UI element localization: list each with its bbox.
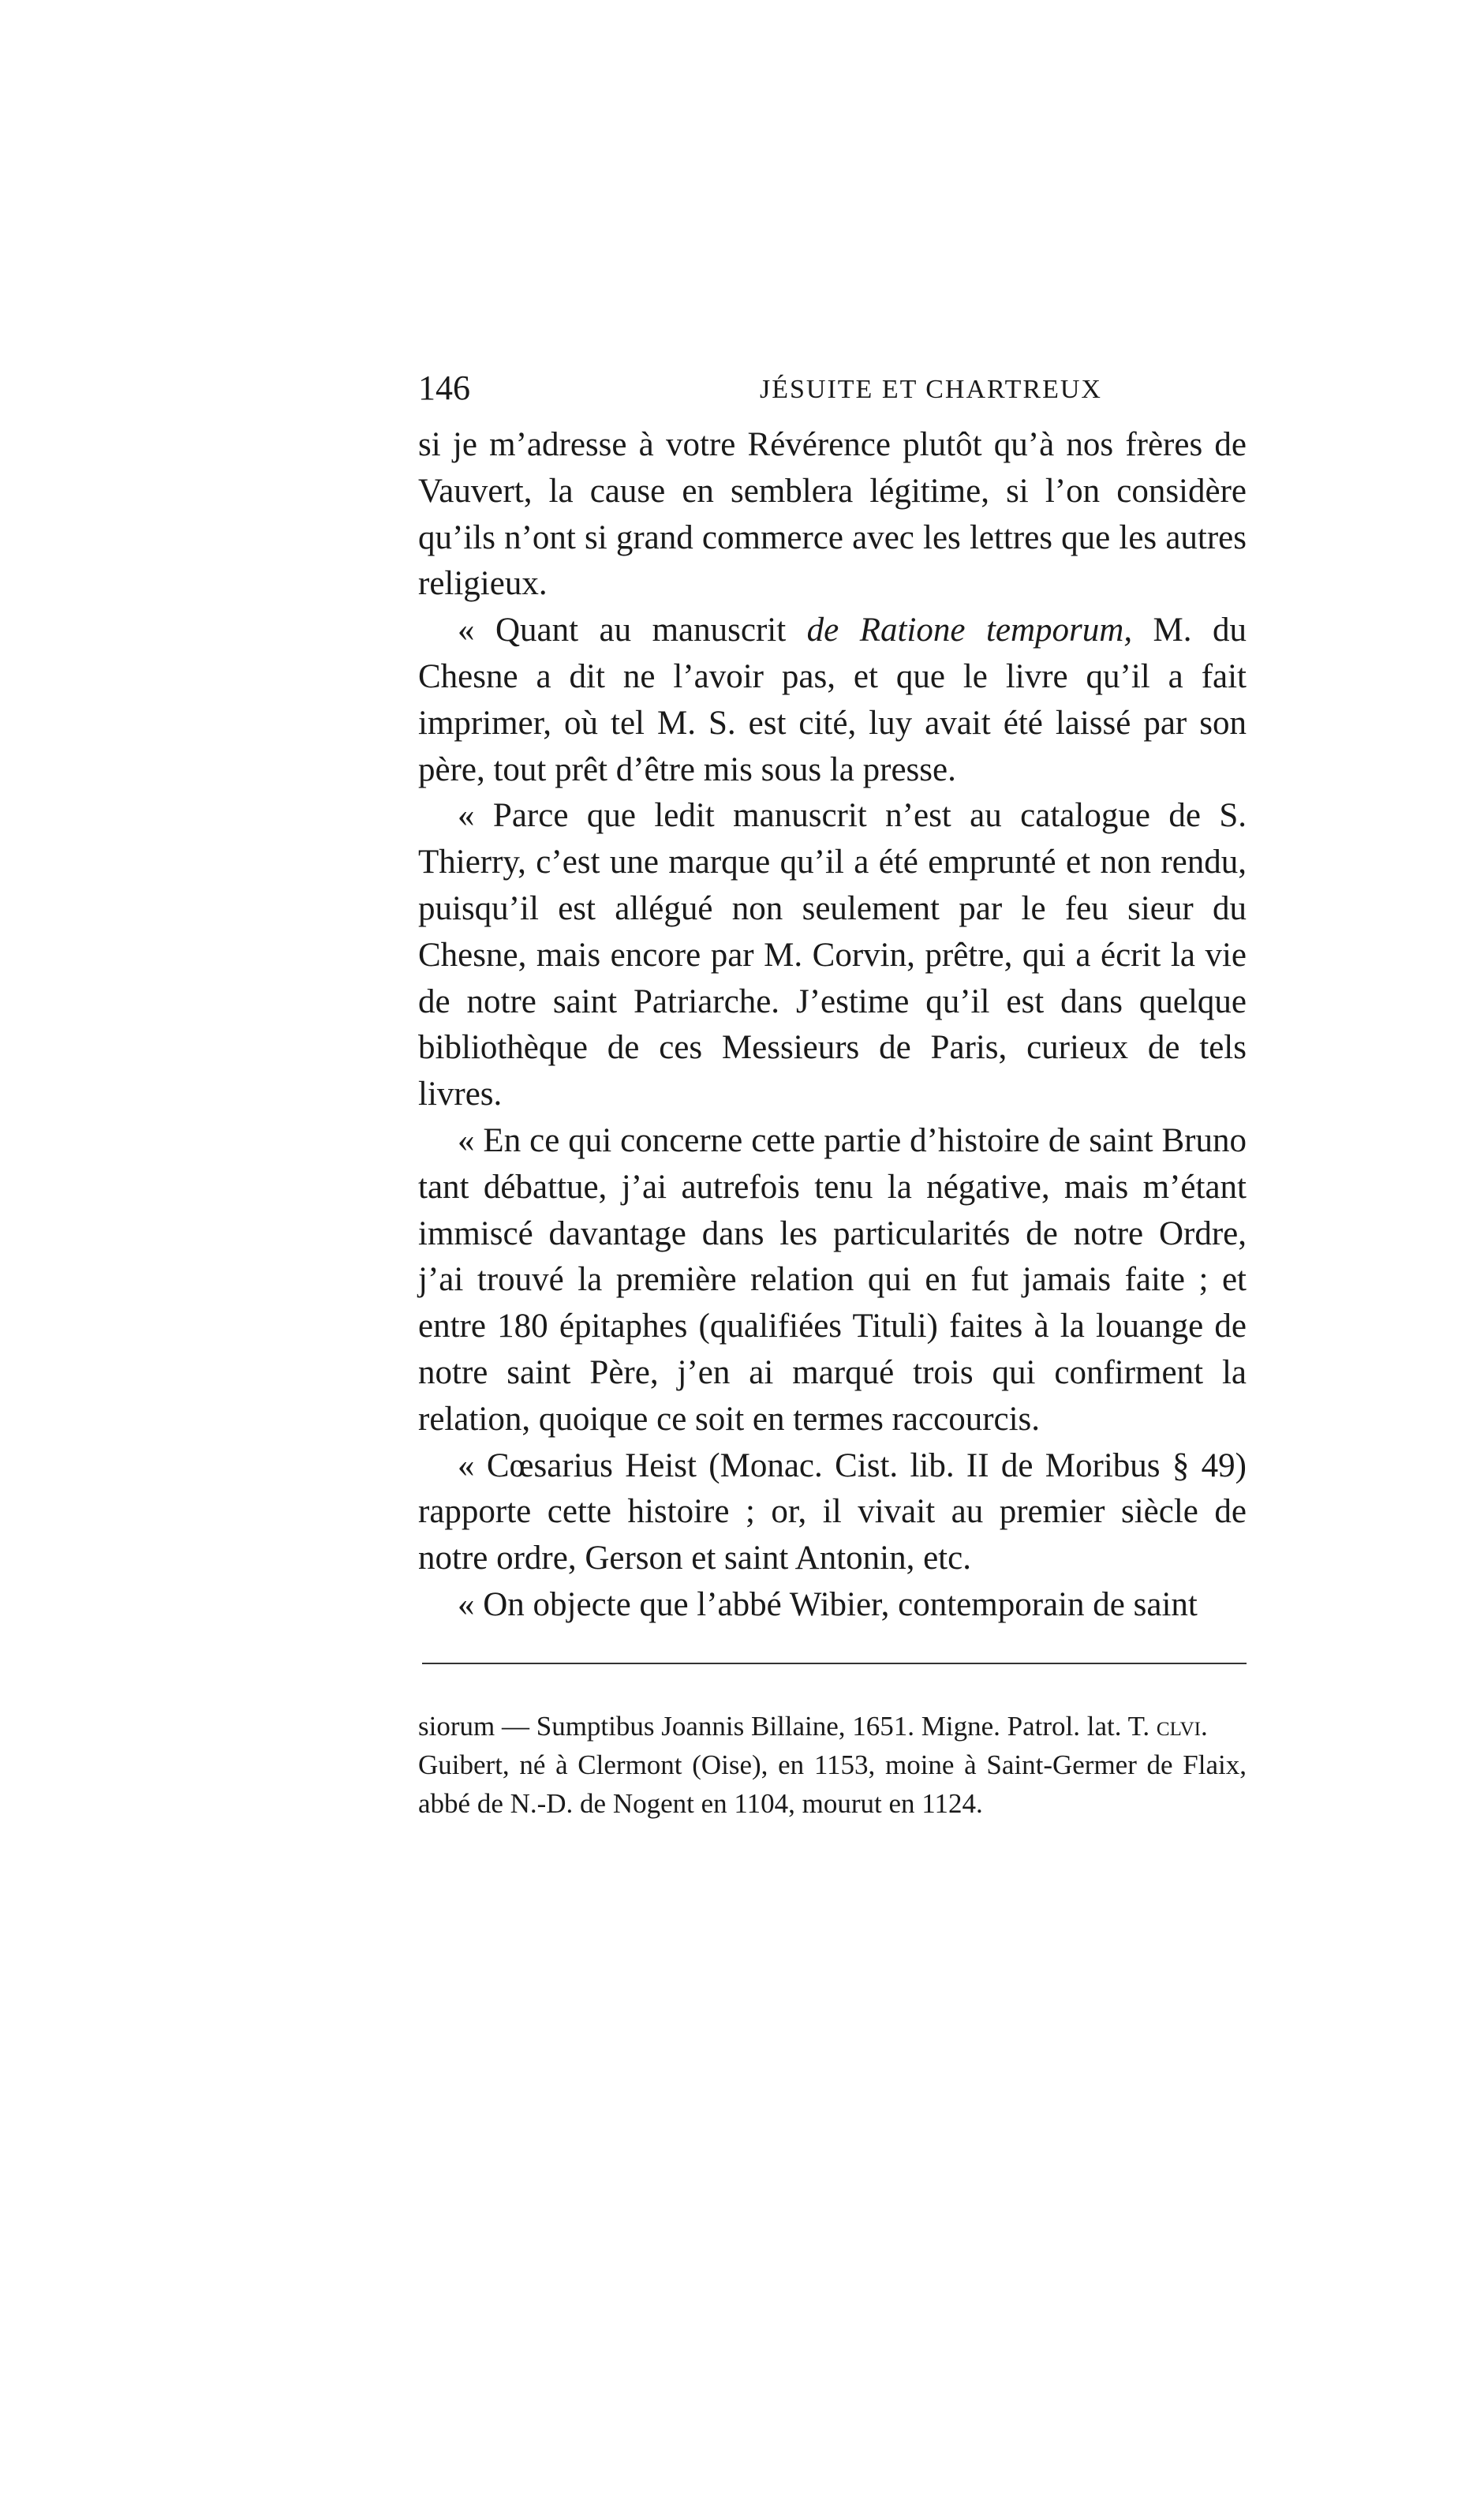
- footnote-1-text: siorum — Sumptibus Joannis Billaine, 1651. Migne. Patrol. lat. T.: [418, 1711, 1157, 1742]
- paragraph-6: « On objecte que l’abbé Wibier, contemporain de saint: [458, 1585, 1198, 1623]
- paragraph-1: si je m’adresse à votre Révérence plutôt qu’à nos frères de Vauvert, la cause en semblera légitime, si l’on considère qu’ils n’ont si grand commerce avec les lettres que les autres religieux.: [418, 426, 1247, 603]
- page-header: [418, 365, 1247, 412]
- paragraph-5: « Cœsarius Heist (Monac. Cist. lib. II de Moribus § 49) rapporte cette histoire ; or, il vivait au premier siècle de notre ordre, Gerson et saint Antonin, etc.: [418, 1446, 1247, 1577]
- footnote-1-volume: clvi.: [1156, 1711, 1208, 1742]
- footnote-1: [418, 1707, 1247, 1746]
- paragraph-2-start: « Quant au manuscrit: [458, 612, 807, 649]
- footnotes: [418, 1707, 1247, 1823]
- paragraph-3: « Parce que ledit manuscrit n’est au catalogue de S. Thierry, c’est une marque qu’il a été emprunté et non rendu, puisqu’il est allégué non seulement par le feu sieur du Chesne, mais encore par M. Corvin, prêtre, qui a écrit la vie de notre saint Patriarche. J’estime qu’il est dans quelque bibliothèque de ces Messieurs de Paris, curieux de tels livres.: [418, 797, 1247, 1113]
- paragraph-2: [418, 608, 1247, 793]
- paragraph-2-rest: M. du Chesne a dit ne l’avoir pas, et que le livre qu’il a fait imprimer, où tel M. S. est cité, luy avait été laissé par son père, tout prêt d’être mis sous la presse.: [418, 612, 1247, 788]
- main-text: [418, 422, 1247, 1629]
- page-number: 146: [418, 369, 470, 407]
- paragraph-4: « En ce qui concerne cette partie d’histoire de saint Bruno tant débattue, j’ai autrefois tenu la négative, mais m’étant immiscé davantage dans les particularités de notre Ordre, j’ai trouvé la première relation qui en fut jamais faite ; et entre 180 épitaphes (qualifiées Tituli) faites à la louange de notre saint Père, j’en ai marqué trois qui confirment la relation, quoique ce soit en termes raccourcis.: [418, 1121, 1247, 1438]
- running-title: JÉSUITE ET CHARTREUX: [760, 375, 1102, 404]
- italic-title: de Ratione temporum,: [806, 612, 1133, 649]
- footnote-2: Guibert, né à Clermont (Oise), en 1153, moine à Saint-Germer de Flaix, abbé de N.-D. de Nogent en 1104, mourut en 1124.: [418, 1749, 1247, 1819]
- footnote-separator: [422, 1663, 1247, 1664]
